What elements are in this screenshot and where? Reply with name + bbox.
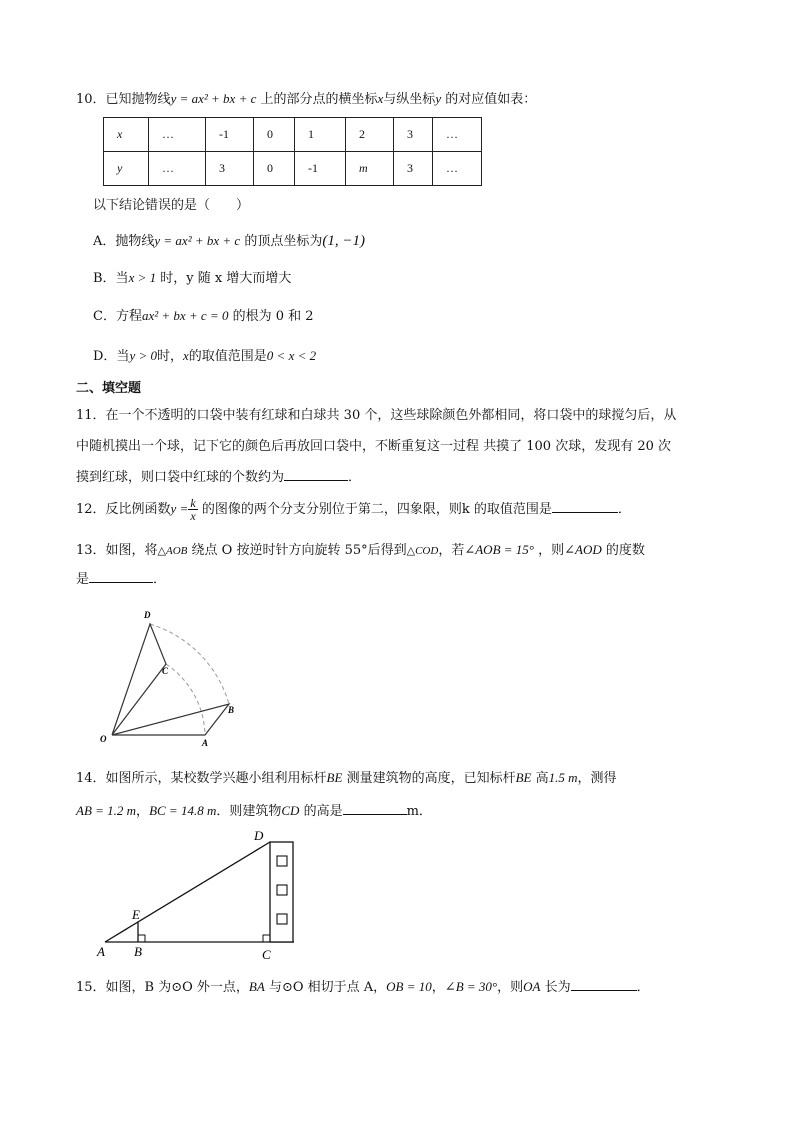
label-d: D — [144, 610, 151, 620]
q11-text: 摸到红球，则口袋中红球的个数约为 — [76, 470, 285, 485]
label-c: C — [262, 947, 271, 962]
option-a-text: 的顶点坐标为 — [244, 234, 323, 249]
option-d-var: x — [183, 348, 189, 363]
q11-line-3 — [76, 466, 361, 485]
q10-text-d: 的对应值如表： — [445, 92, 537, 107]
table-cell: 0 — [254, 118, 295, 152]
q14-sep: ， — [136, 804, 150, 819]
table-cell: 2 — [346, 118, 394, 152]
option-b-text: 时，y 随 x 增大而增大 — [160, 271, 292, 286]
q14-bc: BC = 14.8 m — [149, 803, 217, 818]
q14-be-2: BE — [515, 770, 532, 785]
q14-unit: m． — [406, 804, 432, 819]
q13-angle-condition: ∠AOB = 15° — [464, 542, 534, 557]
table-row — [104, 152, 482, 186]
q10-prompt: 以下结论错误的是（ ） — [93, 198, 250, 213]
table-cell: 3 — [394, 152, 433, 186]
table-cell: y — [104, 152, 149, 186]
q15-oa: OA — [523, 979, 541, 994]
table-cell: 3 — [394, 118, 433, 152]
q13-text-mid3: ，则 — [538, 543, 565, 558]
q10-formula: y = ax² + bx + c — [170, 91, 257, 106]
triangle-aob — [112, 704, 229, 735]
q13-stem — [76, 539, 645, 558]
q15-angle: ∠B = 30° — [444, 979, 498, 994]
q13-angle-ask: ∠AOD — [564, 542, 602, 557]
option-d-condition: y > 0 — [129, 348, 157, 363]
q13-text-line2: 是 — [76, 572, 90, 587]
inner-arc — [166, 664, 205, 735]
table-row — [104, 118, 482, 152]
q14-text-a: 14．如图所示，某校数学兴趣小组利用标杆 — [76, 771, 327, 786]
q15-text-mid2: ， — [431, 980, 445, 995]
option-b-condition: x > 1 — [128, 270, 157, 285]
q10-option-b[interactable] — [93, 267, 291, 286]
q13-text-pre: 13．如图，将 — [76, 543, 158, 558]
label-c: C — [162, 666, 169, 676]
label-d: D — [254, 828, 264, 843]
q14-text-e: ．则建筑物 — [216, 804, 282, 819]
option-a-value: (1, −1) — [322, 233, 365, 249]
q12-numerator: k — [190, 496, 196, 510]
table-cell: … — [149, 118, 206, 152]
q15-text-pre: 15．如图，B 为⊙O 外一点， — [76, 980, 249, 995]
label-a: A — [97, 944, 105, 959]
q14-text-c: 高 — [535, 771, 549, 786]
option-c-text: 的根为 0 和 2 — [232, 309, 314, 324]
q10-value-table — [103, 117, 482, 186]
table-cell: … — [149, 152, 206, 186]
table-cell: x — [104, 118, 149, 152]
q10-var-y: y — [435, 91, 442, 106]
table-cell: … — [433, 118, 482, 152]
outer-arc — [150, 624, 229, 704]
q14-text-b: 测量建筑物的高度，已知标杆 — [346, 771, 516, 786]
q11-answer-blank[interactable] — [284, 466, 348, 481]
option-c-label: C．方程 — [93, 309, 142, 324]
table-cell: … — [433, 152, 482, 186]
q12-denominator: x — [190, 509, 196, 523]
q10-text-b: 上的部分点的横坐标 — [260, 92, 378, 107]
q14-text-f: 的高是 — [303, 804, 343, 819]
q10-option-c[interactable] — [93, 305, 314, 324]
right-angle-c — [263, 935, 270, 942]
q15-stem — [76, 976, 650, 995]
q11-line-1: 11．在一个不透明的口袋中装有红球和白球共 30 个，这些球除颜色外都相同，将口袋中的球搅匀后，从 — [76, 408, 677, 423]
q10-text-c: 与纵坐标 — [383, 92, 436, 107]
label-e: E — [132, 907, 140, 922]
q15-answer-blank[interactable] — [571, 976, 637, 991]
q10-option-a[interactable] — [93, 230, 365, 250]
q15-end: ． — [636, 980, 650, 995]
q12-answer-blank[interactable] — [552, 498, 618, 513]
q10-var-x: x — [377, 91, 384, 106]
q11-end: ． — [348, 470, 362, 485]
q10-number: 10． — [76, 92, 106, 107]
option-c-formula: ax² + bx + c = 0 — [141, 308, 229, 323]
right-angle-b — [138, 935, 145, 942]
building-cd — [270, 842, 293, 942]
q15-text-mid3: ，则 — [497, 980, 524, 995]
q10-stem — [76, 88, 536, 107]
q13-triangle-aob: △AOB — [157, 545, 188, 557]
option-d-range: 0 < x < 2 — [266, 348, 317, 363]
q12-stem — [76, 492, 631, 527]
section-heading: 二、填空题 — [76, 381, 142, 396]
q13-answer-blank[interactable] — [89, 568, 153, 583]
table-cell: m — [346, 152, 394, 186]
table-cell: -1 — [295, 152, 346, 186]
q12-text-pre: 12．反比例函数 — [76, 502, 171, 517]
q14-line-2 — [76, 800, 432, 819]
q11-line-2: 中随机摸出一个球，记下它的颜色后再放回口袋中，不断重复这一过程 共摸了 100 次球，发现有 20 次 — [76, 439, 672, 454]
triangle-cod — [112, 624, 166, 735]
table-cell: -1 — [206, 118, 254, 152]
q12-text-post: 的图像的两个分支分别位于第二，四象限，则k 的取值范围是 — [201, 502, 552, 517]
table-cell: 1 — [295, 118, 346, 152]
option-a-formula: y = ax² + bx + c — [154, 233, 241, 248]
q12-fraction — [188, 497, 197, 522]
q14-be-1: BE — [326, 770, 343, 785]
table-cell: 0 — [254, 152, 295, 186]
table-cell: 3 — [206, 152, 254, 186]
q14-text-d: ，测得 — [577, 771, 617, 786]
q12-y-eq: y = — [170, 501, 189, 516]
q15-ba: BA — [248, 979, 265, 994]
q10-option-d[interactable] — [93, 345, 316, 364]
option-b-label: B．当 — [93, 271, 129, 286]
q13-text-mid2: ，若 — [438, 543, 465, 558]
q14-height: 1.5 m — [548, 770, 578, 785]
q13-line-2 — [76, 568, 166, 587]
q12-end: ． — [617, 502, 631, 517]
q15-text-post: 长为 — [544, 980, 571, 995]
q13-triangle-cod: △COD — [406, 545, 439, 557]
q14-ab: AB = 1.2 m — [76, 803, 137, 818]
q14-line-1 — [76, 767, 617, 786]
q13-end: ． — [153, 572, 167, 587]
q13-rotation-figure — [92, 600, 252, 750]
q15-text-mid1: 与⊙O 相切于点 A， — [268, 980, 387, 995]
q14-building-figure — [92, 822, 307, 967]
label-b: B — [228, 705, 235, 715]
label-b: B — [134, 944, 142, 959]
label-o: O — [100, 734, 107, 744]
q14-cd: CD — [281, 803, 300, 818]
option-a-label: A．抛物线 — [93, 234, 155, 249]
option-d-mid: 时， — [156, 349, 183, 364]
sight-line — [105, 842, 270, 942]
q15-ob: OB = 10 — [386, 979, 432, 994]
option-d-text: 的取值范围是 — [188, 349, 267, 364]
q10-text-a: 已知抛物线 — [105, 92, 171, 107]
q13-text-mid1: 绕点 O 按逆时针方向旋转 55°后得到 — [191, 543, 407, 558]
label-a: A — [202, 738, 209, 748]
q13-text-post: 的度数 — [605, 543, 645, 558]
q14-answer-blank[interactable] — [343, 800, 407, 815]
option-d-label: D．当 — [93, 349, 130, 364]
